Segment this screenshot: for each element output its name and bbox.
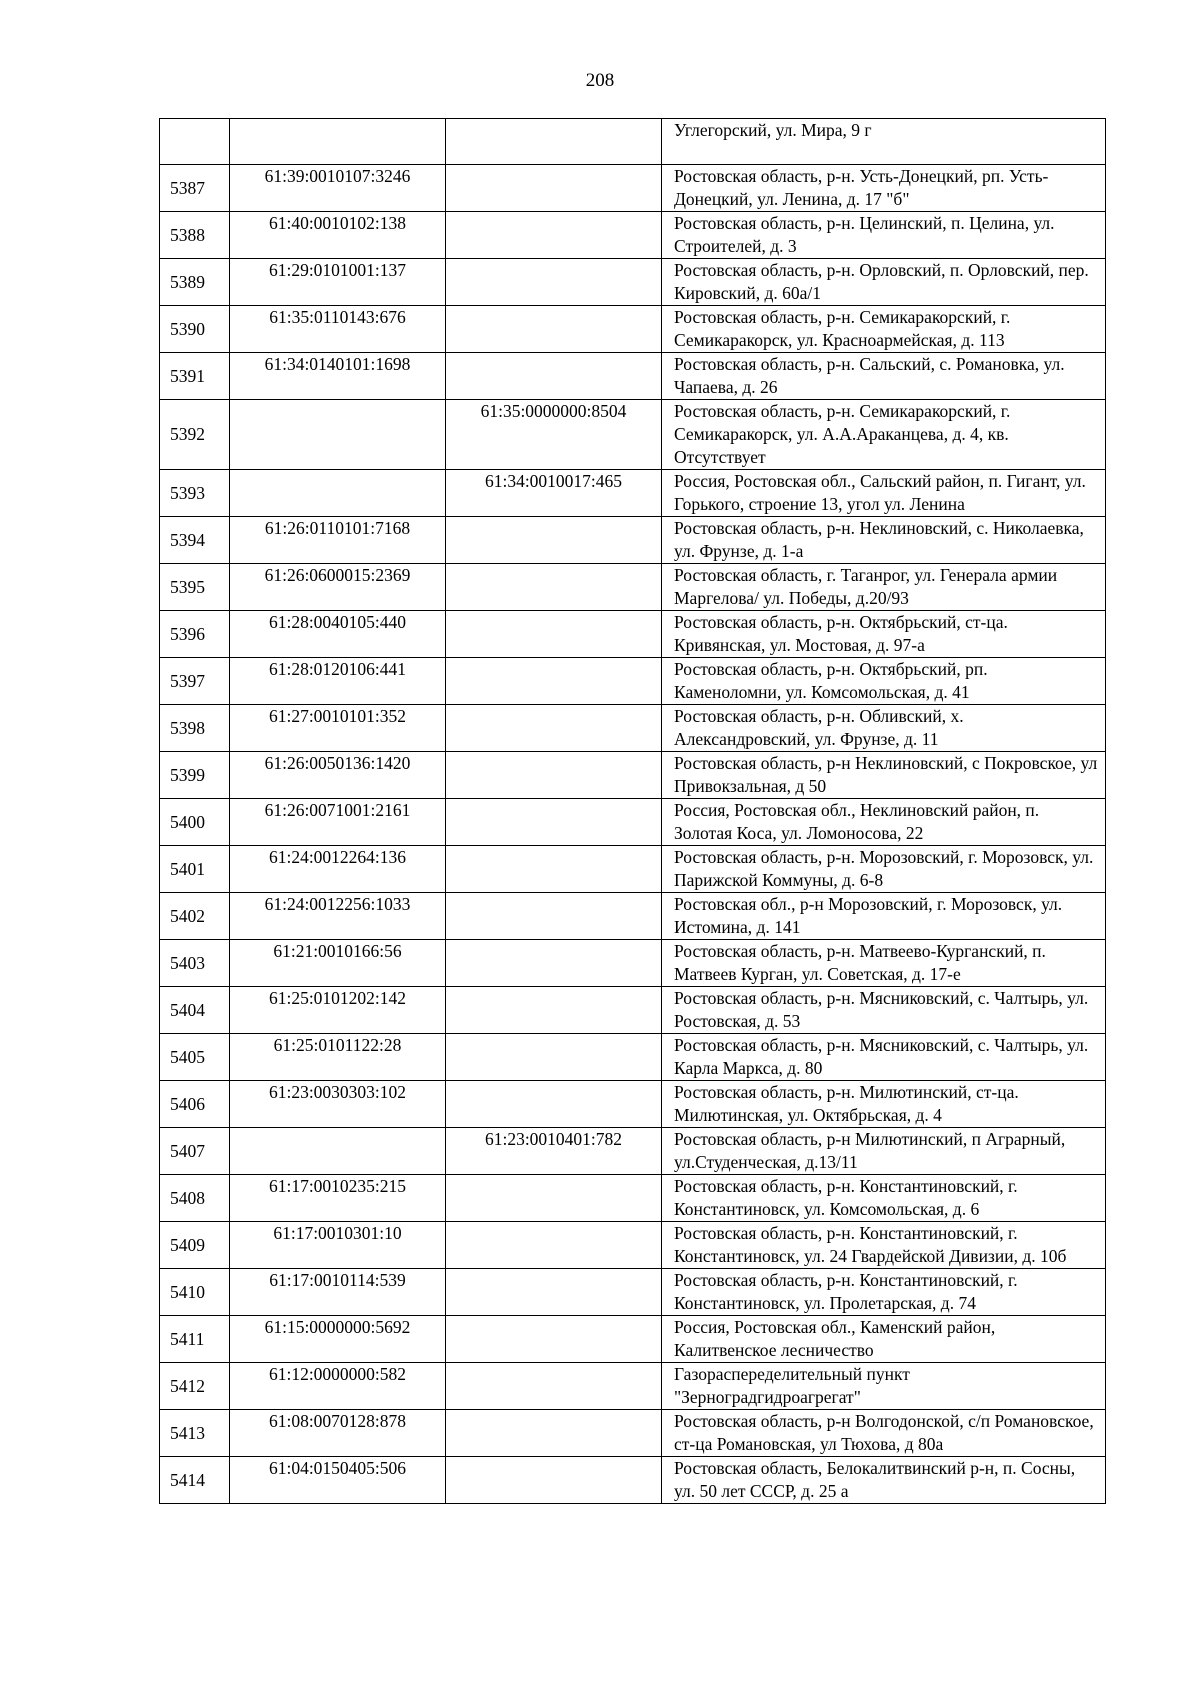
parcel-number-cell bbox=[446, 893, 662, 940]
parcel-number-cell: 61:34:0010017:465 bbox=[446, 470, 662, 517]
row-number-cell: 5390 bbox=[160, 306, 230, 353]
row-number-cell bbox=[160, 119, 230, 165]
parcel-number-cell bbox=[446, 658, 662, 705]
address-cell: Ростовская область, р-н Неклиновский, с Покровское, ул Привокзальная, д 50 bbox=[662, 752, 1106, 799]
parcel-number-cell bbox=[446, 1316, 662, 1363]
page-number: 208 bbox=[585, 70, 615, 91]
cadastral-number-cell: 61:29:0101001:137 bbox=[230, 259, 446, 306]
table-row bbox=[160, 353, 1106, 400]
table-row bbox=[160, 517, 1106, 564]
table-row-continuation bbox=[160, 119, 1106, 165]
row-number-cell: 5412 bbox=[160, 1363, 230, 1410]
address-cell: Ростовская область, р-н. Октябрьский, ст-ца. Кривянская, ул. Мостовая, д. 97-а bbox=[662, 611, 1106, 658]
address-cell: Ростовская область, р-н. Матвеево-Курганский, п. Матвеев Курган, ул. Советская, д. 17-е bbox=[662, 940, 1106, 987]
row-number-cell: 5387 bbox=[160, 165, 230, 212]
parcel-number-cell bbox=[446, 846, 662, 893]
table-row bbox=[160, 611, 1106, 658]
address-cell: Ростовская область, р-н Милютинский, п Аграрный, ул.Студенческая, д.13/11 bbox=[662, 1128, 1106, 1175]
cadastral-number-cell: 61:26:0600015:2369 bbox=[230, 564, 446, 611]
parcel-number-cell bbox=[446, 752, 662, 799]
row-number-cell: 5406 bbox=[160, 1081, 230, 1128]
parcel-number-cell bbox=[446, 306, 662, 353]
address-cell: Ростовская область, г. Таганрог, ул. Генерала армии Маргелова/ ул. Победы, д.20/93 bbox=[662, 564, 1106, 611]
cadastral-number-cell: 61:28:0040105:440 bbox=[230, 611, 446, 658]
row-number-cell: 5407 bbox=[160, 1128, 230, 1175]
parcel-number-cell bbox=[446, 1034, 662, 1081]
row-number-cell: 5395 bbox=[160, 564, 230, 611]
parcel-number-cell bbox=[446, 517, 662, 564]
cadastral-number-cell: 61:15:0000000:5692 bbox=[230, 1316, 446, 1363]
parcel-number-cell bbox=[446, 987, 662, 1034]
cadastral-number-cell: 61:17:0010301:10 bbox=[230, 1222, 446, 1269]
address-cell: Ростовская область, р-н. Усть-Донецкий, рп. Усть-Донецкий, ул. Ленина, д. 17 "б" bbox=[662, 165, 1106, 212]
address-cell: Газораспеределительный пункт "Зерноградгидроагрегат" bbox=[662, 1363, 1106, 1410]
address-cell: Ростовская область, р-н. Константиновский, г. Константиновск, ул. 24 Гвардейской Дивизии, д. 10б bbox=[662, 1222, 1106, 1269]
row-number-cell: 5405 bbox=[160, 1034, 230, 1081]
row-number-cell: 5392 bbox=[160, 400, 230, 470]
cadastral-number-cell: 61:40:0010102:138 bbox=[230, 212, 446, 259]
address-cell: Ростовская область, р-н. Морозовский, г. Морозовск, ул. Парижской Коммуны, д. 6-8 bbox=[662, 846, 1106, 893]
table-row bbox=[160, 400, 1106, 470]
address-cell: Ростовская область, р-н. Октябрьский, рп. Каменоломни, ул. Комсомольская, д. 41 bbox=[662, 658, 1106, 705]
cadastral-number-cell: 61:28:0120106:441 bbox=[230, 658, 446, 705]
address-cell: Ростовская область, р-н. Мясниковский, с. Чалтырь, ул. Ростовская, д. 53 bbox=[662, 987, 1106, 1034]
table-row bbox=[160, 1081, 1106, 1128]
table-row bbox=[160, 1363, 1106, 1410]
row-number-cell: 5400 bbox=[160, 799, 230, 846]
parcel-number-cell bbox=[446, 705, 662, 752]
cadastral-number-cell: 61:17:0010235:215 bbox=[230, 1175, 446, 1222]
address-cell: Ростовская обл., р-н Морозовский, г. Морозовск, ул. Истомина, д. 141 bbox=[662, 893, 1106, 940]
table-row bbox=[160, 799, 1106, 846]
address-cell: Ростовская область, р-н. Целинский, п. Целина, ул. Строителей, д. 3 bbox=[662, 212, 1106, 259]
registry-table bbox=[159, 118, 1106, 1504]
table-row bbox=[160, 705, 1106, 752]
row-number-cell: 5403 bbox=[160, 940, 230, 987]
table-row bbox=[160, 1410, 1106, 1457]
cadastral-number-cell bbox=[230, 1128, 446, 1175]
parcel-number-cell bbox=[446, 212, 662, 259]
address-cell: Ростовская область, р-н. Мясниковский, с. Чалтырь, ул. Карла Маркса, д. 80 bbox=[662, 1034, 1106, 1081]
row-number-cell: 5396 bbox=[160, 611, 230, 658]
address-cell: Ростовская область, р-н. Милютинский, ст-ца. Милютинская, ул. Октябрьская, д. 4 bbox=[662, 1081, 1106, 1128]
address-cell: Россия, Ростовская обл., Неклиновский район, п. Золотая Коса, ул. Ломоносова, 22 bbox=[662, 799, 1106, 846]
parcel-number-cell bbox=[446, 1081, 662, 1128]
cadastral-number-cell bbox=[230, 119, 446, 165]
parcel-number-cell bbox=[446, 119, 662, 165]
row-number-cell: 5409 bbox=[160, 1222, 230, 1269]
row-number-cell: 5389 bbox=[160, 259, 230, 306]
cadastral-number-cell: 61:21:0010166:56 bbox=[230, 940, 446, 987]
row-number-cell: 5410 bbox=[160, 1269, 230, 1316]
row-number-cell: 5399 bbox=[160, 752, 230, 799]
row-number-cell: 5414 bbox=[160, 1457, 230, 1504]
row-number-cell: 5388 bbox=[160, 212, 230, 259]
parcel-number-cell bbox=[446, 1269, 662, 1316]
registry-table-body bbox=[160, 119, 1106, 1504]
cadastral-number-cell: 61:26:0050136:1420 bbox=[230, 752, 446, 799]
row-number-cell: 5397 bbox=[160, 658, 230, 705]
row-number-cell: 5393 bbox=[160, 470, 230, 517]
row-number-cell: 5404 bbox=[160, 987, 230, 1034]
address-cell: Россия, Ростовская обл., Сальский район, п. Гигант, ул. Горького, строение 13, угол ул. Ленина bbox=[662, 470, 1106, 517]
table-row bbox=[160, 1222, 1106, 1269]
cadastral-number-cell: 61:24:0012264:136 bbox=[230, 846, 446, 893]
parcel-number-cell bbox=[446, 1457, 662, 1504]
parcel-number-cell bbox=[446, 1410, 662, 1457]
table-row bbox=[160, 306, 1106, 353]
cadastral-number-cell: 61:24:0012256:1033 bbox=[230, 893, 446, 940]
parcel-number-cell bbox=[446, 1175, 662, 1222]
address-cell: Россия, Ростовская обл., Каменский район, Калитвенское лесничество bbox=[662, 1316, 1106, 1363]
cadastral-number-cell: 61:26:0071001:2161 bbox=[230, 799, 446, 846]
table-row bbox=[160, 940, 1106, 987]
cadastral-number-cell bbox=[230, 400, 446, 470]
parcel-number-cell bbox=[446, 353, 662, 400]
parcel-number-cell bbox=[446, 799, 662, 846]
address-cell: Ростовская область, р-н. Обливский, х. Александровский, ул. Фрунзе, д. 11 bbox=[662, 705, 1106, 752]
table-row bbox=[160, 1316, 1106, 1363]
address-cell: Углегорский, ул. Мира, 9 г bbox=[662, 119, 1106, 165]
cadastral-number-cell: 61:27:0010101:352 bbox=[230, 705, 446, 752]
parcel-number-cell bbox=[446, 165, 662, 212]
table-row bbox=[160, 658, 1106, 705]
table-row bbox=[160, 1269, 1106, 1316]
address-cell: Ростовская область, Белокалитвинский р-н, п. Сосны, ул. 50 лет СССР, д. 25 а bbox=[662, 1457, 1106, 1504]
table-row bbox=[160, 1128, 1106, 1175]
row-number-cell: 5394 bbox=[160, 517, 230, 564]
parcel-number-cell bbox=[446, 259, 662, 306]
address-cell: Ростовская область, р-н Волгодонской, с/п Романовское, ст-ца Романовская, ул Тюхова, д 80а bbox=[662, 1410, 1106, 1457]
row-number-cell: 5402 bbox=[160, 893, 230, 940]
cadastral-number-cell: 61:35:0110143:676 bbox=[230, 306, 446, 353]
cadastral-number-cell: 61:34:0140101:1698 bbox=[230, 353, 446, 400]
table-row bbox=[160, 1175, 1106, 1222]
address-cell: Ростовская область, р-н. Орловский, п. Орловский, пер. Кировский, д. 60а/1 bbox=[662, 259, 1106, 306]
table-row bbox=[160, 987, 1106, 1034]
parcel-number-cell: 61:23:0010401:782 bbox=[446, 1128, 662, 1175]
cadastral-number-cell: 61:12:0000000:582 bbox=[230, 1363, 446, 1410]
table-row bbox=[160, 259, 1106, 306]
row-number-cell: 5408 bbox=[160, 1175, 230, 1222]
table-row bbox=[160, 1034, 1106, 1081]
row-number-cell: 5391 bbox=[160, 353, 230, 400]
table-row bbox=[160, 893, 1106, 940]
parcel-number-cell: 61:35:0000000:8504 bbox=[446, 400, 662, 470]
parcel-number-cell bbox=[446, 940, 662, 987]
table-row bbox=[160, 470, 1106, 517]
address-cell: Ростовская область, р-н. Семикаракорский, г. Семикаракорск, ул. А.А.Араканцева, д. 4, кв. Отсутствует bbox=[662, 400, 1106, 470]
parcel-number-cell bbox=[446, 1222, 662, 1269]
cadastral-number-cell: 61:26:0110101:7168 bbox=[230, 517, 446, 564]
address-cell: Ростовская область, р-н. Константиновский, г. Константиновск, ул. Комсомольская, д. 6 bbox=[662, 1175, 1106, 1222]
cadastral-number-cell: 61:25:0101122:28 bbox=[230, 1034, 446, 1081]
address-cell: Ростовская область, р-н. Семикаракорский, г. Семикаракорск, ул. Красноармейская, д. 113 bbox=[662, 306, 1106, 353]
address-cell: Ростовская область, р-н. Константиновский, г. Константиновск, ул. Пролетарская, д. 74 bbox=[662, 1269, 1106, 1316]
cadastral-number-cell: 61:08:0070128:878 bbox=[230, 1410, 446, 1457]
cadastral-number-cell: 61:17:0010114:539 bbox=[230, 1269, 446, 1316]
row-number-cell: 5398 bbox=[160, 705, 230, 752]
table-row bbox=[160, 212, 1106, 259]
row-number-cell: 5413 bbox=[160, 1410, 230, 1457]
cadastral-number-cell: 61:39:0010107:3246 bbox=[230, 165, 446, 212]
row-number-cell: 5401 bbox=[160, 846, 230, 893]
parcel-number-cell bbox=[446, 611, 662, 658]
cadastral-number-cell bbox=[230, 470, 446, 517]
address-cell: Ростовская область, р-н. Сальский, с. Романовка, ул. Чапаева, д. 26 bbox=[662, 353, 1106, 400]
table-row bbox=[160, 564, 1106, 611]
table-row bbox=[160, 846, 1106, 893]
cadastral-number-cell: 61:23:0030303:102 bbox=[230, 1081, 446, 1128]
cadastral-number-cell: 61:04:0150405:506 bbox=[230, 1457, 446, 1504]
parcel-number-cell bbox=[446, 564, 662, 611]
table-row bbox=[160, 752, 1106, 799]
cadastral-number-cell: 61:25:0101202:142 bbox=[230, 987, 446, 1034]
address-cell: Ростовская область, р-н. Неклиновский, с. Николаевка, ул. Фрунзе, д. 1-а bbox=[662, 517, 1106, 564]
parcel-number-cell bbox=[446, 1363, 662, 1410]
table-row bbox=[160, 1457, 1106, 1504]
row-number-cell: 5411 bbox=[160, 1316, 230, 1363]
table-row bbox=[160, 165, 1106, 212]
